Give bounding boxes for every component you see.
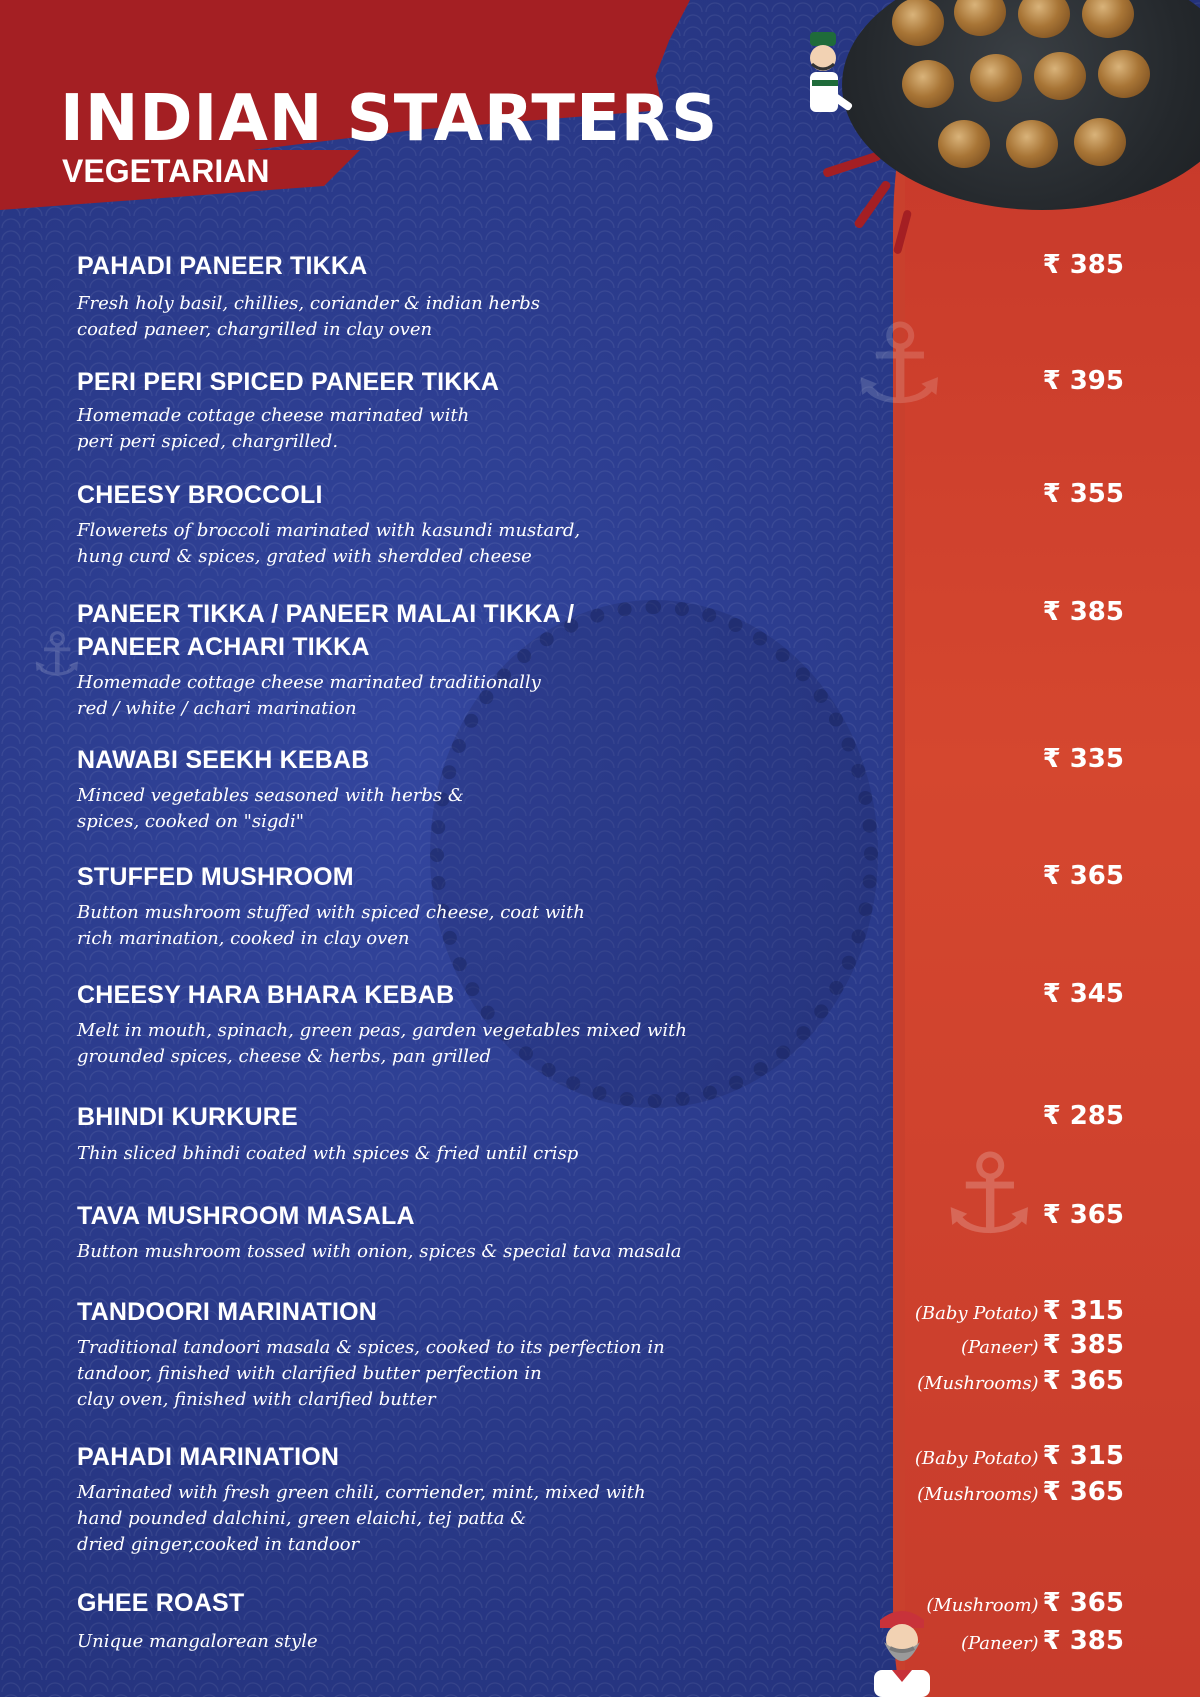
menu-item-description [77,1239,681,1265]
price-value: ₹ 365 [1042,1588,1124,1618]
price-value: ₹ 395 [1042,366,1124,396]
price-value: ₹ 385 [1042,1330,1124,1360]
price-value: ₹ 385 [1042,1626,1124,1656]
mushroom [892,0,944,46]
description-line: rich marination, cooked in clay oven [77,928,410,949]
menu-item-price [1039,597,1124,627]
price-value: ₹ 285 [1042,1101,1124,1131]
menu-item-price [1039,366,1124,396]
price-value: ₹ 335 [1042,744,1124,774]
description-line: Marinated with fresh green chili, corriender, mint, mixed with [77,1482,646,1503]
page-title: INDIAN STARTERS [60,82,719,156]
price-variant: (Paneer) [960,1633,1039,1654]
price-value: ₹ 365 [1042,1477,1124,1507]
page-subtitle: VEGETARIAN [62,153,270,189]
menu-item-price [1039,1200,1124,1230]
menu-item-description [77,670,541,722]
menu-item-name: PANEER TIKKA / PANEER MALAI TIKKA / [77,600,575,628]
menu-item-name: GHEE ROAST [77,1589,245,1617]
description-line: Thin sliced bhindi coated wth spices & fried until crisp [77,1143,579,1164]
mushroom [954,0,1006,36]
price-value: ₹ 315 [1042,1441,1124,1471]
description-line: Homemade cottage cheese marinated with [77,405,470,426]
mushroom [1098,50,1150,98]
price-variant: (Mushrooms) [917,1484,1039,1505]
mushroom [1034,52,1086,100]
description-line: Unique mangalorean style [77,1631,318,1652]
description-line: Traditional tandoori masala & spices, cooked to its perfection in [77,1337,665,1358]
menu-item-name: CHEESY HARA BHARA KEBAB [77,981,455,1009]
description-line: tandoor, finished with clarified butter perfection in [77,1363,542,1384]
menu-item-price [917,1477,1124,1507]
price-value: ₹ 365 [1042,861,1124,891]
mushroom [1082,0,1134,38]
menu-item-description [77,403,469,455]
menu-item-description [77,1629,318,1655]
mushroom [1018,0,1070,38]
description-line: Melt in mouth, spinach, green peas, garden vegetables mixed with [77,1020,687,1041]
price-variant: (Mushrooms) [917,1373,1039,1394]
price-variant: (Paneer) [960,1337,1039,1358]
mushroom [1006,120,1058,168]
mushroom [902,60,954,108]
menu-item-name: PAHADI PANEER TIKKA [77,252,368,280]
menu-item-price [917,1366,1124,1396]
price-value: ₹ 385 [1042,250,1124,280]
price-variant: (Mushroom) [926,1595,1039,1616]
mushroom [1074,118,1126,166]
menu-item-name: PAHADI MARINATION [77,1443,340,1471]
description-line: hung curd & spices, grated with sherdded cheese [77,546,532,567]
menu-item-description [77,1335,665,1413]
menu-item-name-line2: PANEER ACHARI TIKKA [77,633,370,661]
description-line: grounded spices, cheese & herbs, pan grilled [77,1046,492,1067]
description-line: Fresh holy basil, chillies, coriander & indian herbs [77,293,540,314]
description-line: clay oven, finished with clarified butter [77,1389,436,1410]
menu-item-name: PERI PERI SPICED PANEER TIKKA [77,368,500,396]
menu-item-description [77,291,540,343]
menu-item-price [961,1330,1124,1360]
price-value: ₹ 345 [1042,979,1124,1009]
menu-item-price [961,1626,1124,1656]
price-value: ₹ 355 [1042,479,1124,509]
description-line: dried ginger,cooked in tandoor [77,1534,360,1555]
menu-item-price [1039,979,1124,1009]
price-value: ₹ 365 [1042,1366,1124,1396]
description-line: peri peri spiced, chargrilled. [77,431,339,452]
anchor-icon: ⚓ [30,620,84,690]
menu-item-price [1039,744,1124,774]
description-line: Flowerets of broccoli marinated with kasundi mustard, [77,520,581,541]
menu-item-price [926,1588,1124,1618]
menu-item-price [1039,861,1124,891]
chef-illustration [790,30,860,120]
menu-item-description [77,518,580,570]
description-line: Minced vegetables seasoned with herbs & [77,785,464,806]
price-value: ₹ 315 [1042,1296,1124,1326]
price-value: ₹ 365 [1042,1200,1124,1230]
anchor-icon: ⚓ [850,300,949,428]
menu-item-name: STUFFED MUSHROOM [77,863,354,891]
price-variant: (Baby Potato) [914,1448,1039,1469]
menu-item-price [1039,479,1124,509]
menu-item-name: TANDOORI MARINATION [77,1298,378,1326]
description-line: Button mushroom stuffed with spiced cheese, coat with [77,902,585,923]
menu-item-description [77,1018,687,1070]
mushroom [970,54,1022,102]
description-line: Button mushroom tossed with onion, spices & special tava masala [77,1241,682,1262]
anchor-icon: ⚓ [940,1130,1039,1258]
menu-item-price [1039,250,1124,280]
description-line: coated paneer, chargrilled in clay oven [77,319,433,340]
menu-item-name: BHINDI KURKURE [77,1103,298,1131]
mushroom [938,120,990,168]
menu-item-description [77,1480,646,1558]
price-variant: (Baby Potato) [914,1303,1039,1324]
menu-item-price [1039,1101,1124,1131]
menu-item-description [77,783,464,835]
description-line: spices, cooked on "sigdi" [77,811,304,832]
description-line: red / white / achari marination [77,698,357,719]
menu-item-name: TAVA MUSHROOM MASALA [77,1202,415,1230]
menu-item-name: NAWABI SEEKH KEBAB [77,746,370,774]
price-value: ₹ 385 [1042,597,1124,627]
description-line: hand pounded dalchini, green elaichi, tej patta & [77,1508,527,1529]
menu-item-description [77,1141,578,1167]
menu-item-name: CHEESY BROCCOLI [77,481,323,509]
menu-item-price [915,1296,1124,1326]
description-line: Homemade cottage cheese marinated traditionally [77,672,541,693]
menu-item-description [77,900,585,952]
menu-item-price [915,1441,1124,1471]
